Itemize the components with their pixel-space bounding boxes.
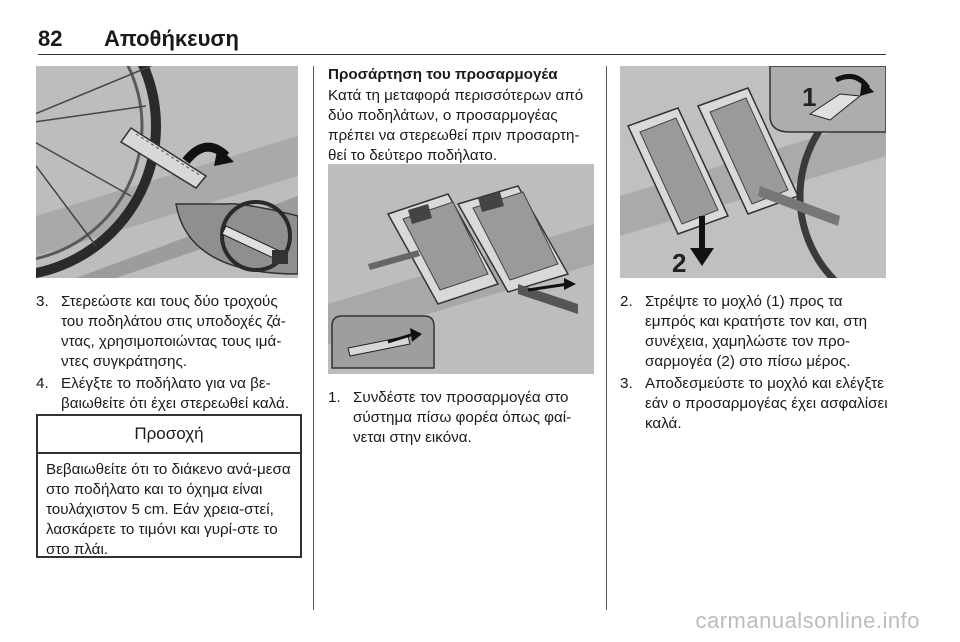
steps-list-col1 <box>36 292 302 416</box>
list-item <box>36 374 302 414</box>
steps-list-col3 <box>620 292 888 436</box>
intro-paragraph: Κατά τη μεταφορά περισσότερων από δύο ποδηλάτων, ο προσαρμογέας πρέπει να στερεωθεί πριν προσαρτη-θεί το δεύτερο ποδήλατο. <box>328 87 584 164</box>
step-number: 3. <box>36 293 49 310</box>
figure-wheel-strap <box>36 66 298 278</box>
step-text: Ελέγξτε το ποδήλατο για να βε-βαιωθείτε ότι έχει στερεωθεί καλά. <box>61 375 290 412</box>
page-number: 82 <box>38 26 63 51</box>
step-text: Συνδέστε τον προσαρμογέα στο σύστημα πίσω φορέα όπως φαί-νεται στην εικόνα. <box>353 389 572 446</box>
step-number: 3. <box>620 375 633 392</box>
figure-adapter-connect <box>328 164 594 374</box>
list-item <box>36 292 302 372</box>
figure-label-1: 1 <box>802 82 817 112</box>
caution-text: Βεβαιωθείτε ότι το διάκενο ανά-μεσα στο ποδήλατο και το όχημα είναι τουλάχιστον 5 cm. Εάν χρεια-στεί, λασκάρετε το τιμόνι και γυρί-στε το στο πλάι. <box>46 461 291 558</box>
list-item <box>620 292 888 372</box>
list-item <box>328 388 594 448</box>
section-title: Προσάρτηση του προσαρμογέα <box>328 66 558 83</box>
step-number: 4. <box>36 375 49 392</box>
page-title: Αποθήκευση <box>104 26 239 51</box>
figure-adapter-lever <box>620 66 886 278</box>
step-text: Στερεώστε και τους δύο τροχούς του ποδηλάτου στις υποδοχές ζά-ντας, χρησιμοποιώντας τους ιμά-ντες συγκράτησης. <box>61 293 286 370</box>
list-item <box>620 374 888 434</box>
step-number: 1. <box>328 389 341 406</box>
step-text: Αποδεσμεύστε το μοχλό και ελέγξτε εάν ο προσαρμογέας έχει ασφαλίσει καλά. <box>645 375 888 432</box>
figure-label-2: 2 <box>672 248 687 278</box>
column-divider-right <box>606 66 607 610</box>
caution-box <box>36 414 302 558</box>
column-divider-left <box>313 66 314 610</box>
step-number: 2. <box>620 293 633 310</box>
caution-title: Προσοχή <box>38 416 300 454</box>
step-text: Στρέψτε το μοχλό (1) προς τα εμπρός και κρατήστε τον και, στη συνέχεια, χαμηλώστε τον προ-σαρμογέα (2) στο πίσω μέρος. <box>645 293 868 370</box>
steps-list-col2 <box>328 388 594 450</box>
watermark: carmanualsonline.info <box>695 608 920 633</box>
page-header <box>38 26 886 55</box>
